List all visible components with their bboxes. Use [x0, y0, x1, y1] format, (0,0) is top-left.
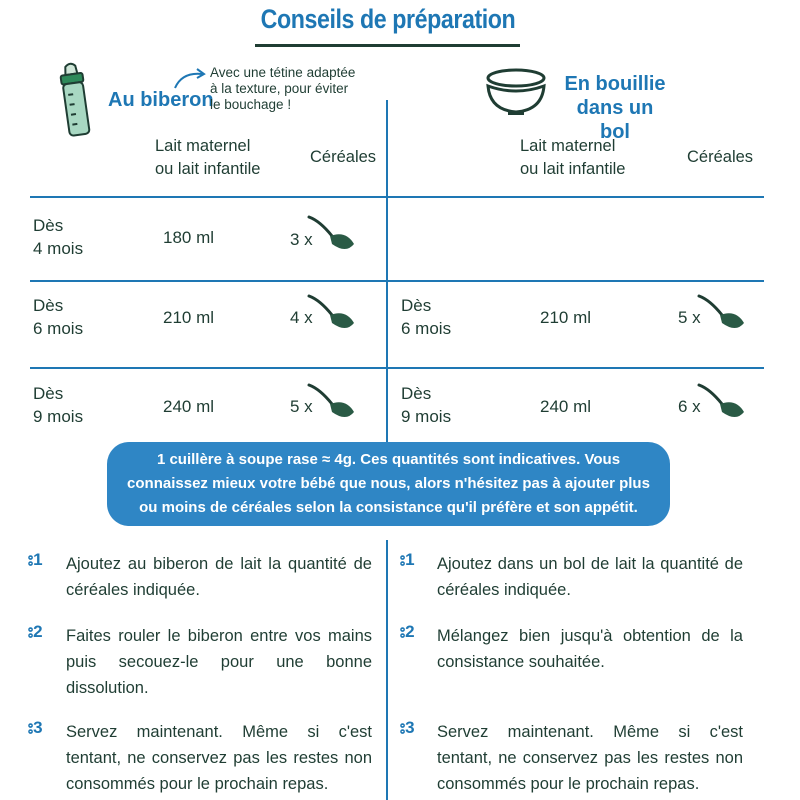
- steps-divider: [386, 540, 388, 800]
- biberon-title: Au biberon: [108, 89, 214, 111]
- info-line: connaissez mieux votre bébé que nous, alors n'hésitez pas à ajouter plus: [127, 475, 650, 492]
- step-text: Mélangez bien jusqu'à obtention de la consistance souhaitée.: [437, 627, 743, 671]
- step-number: 3: [405, 718, 415, 737]
- spoon-count: 5 x: [678, 308, 701, 327]
- table-rule: [30, 367, 764, 369]
- spoon-count: 5 x: [290, 397, 313, 416]
- bowl-icon: [480, 64, 552, 118]
- step-text: Ajoutez au biberon de lait la quantité de céréales indiquée.: [66, 555, 372, 599]
- note-line: à la texture, pour éviter: [210, 81, 349, 96]
- age-line: Dès: [33, 216, 64, 235]
- spoon-count: 6 x: [678, 397, 701, 416]
- col-milk-line: ou lait infantile: [155, 160, 261, 178]
- info-line: 1 cuillère à soupe rase ≈ 4g. Ces quantités sont indicatives. Vous: [156, 451, 621, 468]
- spoon-count: 3 x: [290, 230, 313, 249]
- spoon-icon: [696, 293, 748, 331]
- bouillie-title-line: dans un bol: [576, 97, 654, 143]
- step-number-icon: ⦂2: [28, 622, 43, 641]
- biberon-note: [210, 65, 355, 113]
- step-text: Servez maintenant. Même si c'est tentant, ne conservez pas les restes non consommés pour le prochain repas.: [437, 723, 743, 793]
- baby-bottle-icon: [52, 62, 98, 138]
- bouillie-title-line: En bouillie: [564, 73, 666, 95]
- step-number: 1: [33, 550, 43, 569]
- page-title: Conseils de préparation: [260, 4, 516, 34]
- col-milk-line: Lait maternel: [155, 137, 251, 155]
- age-line: Dès: [401, 384, 432, 403]
- milk-quantity: 240 ml: [540, 397, 592, 416]
- age-cell: [33, 382, 83, 428]
- col-cereals-right: Céréales: [687, 148, 754, 166]
- step-number: 2: [405, 622, 415, 641]
- age-line: Dès: [401, 296, 432, 315]
- age-line: 6 mois: [33, 319, 84, 338]
- step-number: 3: [33, 718, 43, 737]
- note-line: Avec une tétine adaptée: [210, 65, 356, 80]
- step-number: 2: [33, 622, 43, 641]
- milk-quantity: 180 ml: [163, 228, 215, 247]
- age-cell: [33, 214, 83, 260]
- step-number-icon: ⦂3: [400, 718, 415, 737]
- step-number-icon: ⦂1: [28, 550, 43, 569]
- spoon-icon: [306, 382, 358, 420]
- age-line: 6 mois: [401, 319, 452, 338]
- step-text: Servez maintenant. Même si c'est tentant, ne conservez pas les restes non consommés pour le prochain repas.: [66, 723, 372, 793]
- col-milk-left: [155, 135, 261, 181]
- table-rule: [30, 196, 764, 198]
- age-line: Dès: [33, 296, 64, 315]
- spoon-icon: [306, 293, 358, 331]
- bouillie-title: [560, 72, 670, 144]
- table-divider-top: [386, 100, 388, 445]
- step-number-icon: ⦂3: [28, 718, 43, 737]
- info-line: ou moins de céréales selon la consistance qu'il préfère et son appétit.: [139, 499, 638, 516]
- info-box: [107, 442, 670, 526]
- step-number-icon: ⦂1: [400, 550, 415, 569]
- col-milk-line: Lait maternel: [520, 137, 616, 155]
- milk-quantity: 210 ml: [163, 308, 215, 327]
- age-line: 9 mois: [33, 407, 84, 426]
- table-rule: [30, 280, 764, 282]
- age-line: Dès: [33, 384, 64, 403]
- col-milk-right: [520, 135, 626, 181]
- col-cereals-left: Céréales: [310, 148, 377, 166]
- age-cell: [33, 294, 83, 340]
- milk-quantity: 210 ml: [540, 308, 592, 327]
- curved-arrow-icon: [172, 66, 208, 92]
- milk-quantity: 240 ml: [163, 397, 215, 416]
- spoon-count: 4 x: [290, 308, 313, 327]
- title-underline: [255, 44, 520, 47]
- step-text: Faites rouler le biberon entre vos mains puis secouez-le pour une bonne dissolution.: [66, 627, 372, 697]
- note-line: le bouchage !: [210, 97, 292, 112]
- age-cell: [401, 294, 451, 340]
- col-milk-line: ou lait infantile: [520, 160, 626, 178]
- age-line: 4 mois: [33, 239, 84, 258]
- step-number: 1: [405, 550, 415, 569]
- age-cell: [401, 382, 451, 428]
- step-text: Ajoutez dans un bol de lait la quantité de céréales indiquée.: [437, 555, 743, 599]
- spoon-icon: [696, 382, 748, 420]
- spoon-icon: [306, 214, 358, 252]
- age-line: 9 mois: [401, 407, 452, 426]
- step-number-icon: ⦂2: [400, 622, 415, 641]
